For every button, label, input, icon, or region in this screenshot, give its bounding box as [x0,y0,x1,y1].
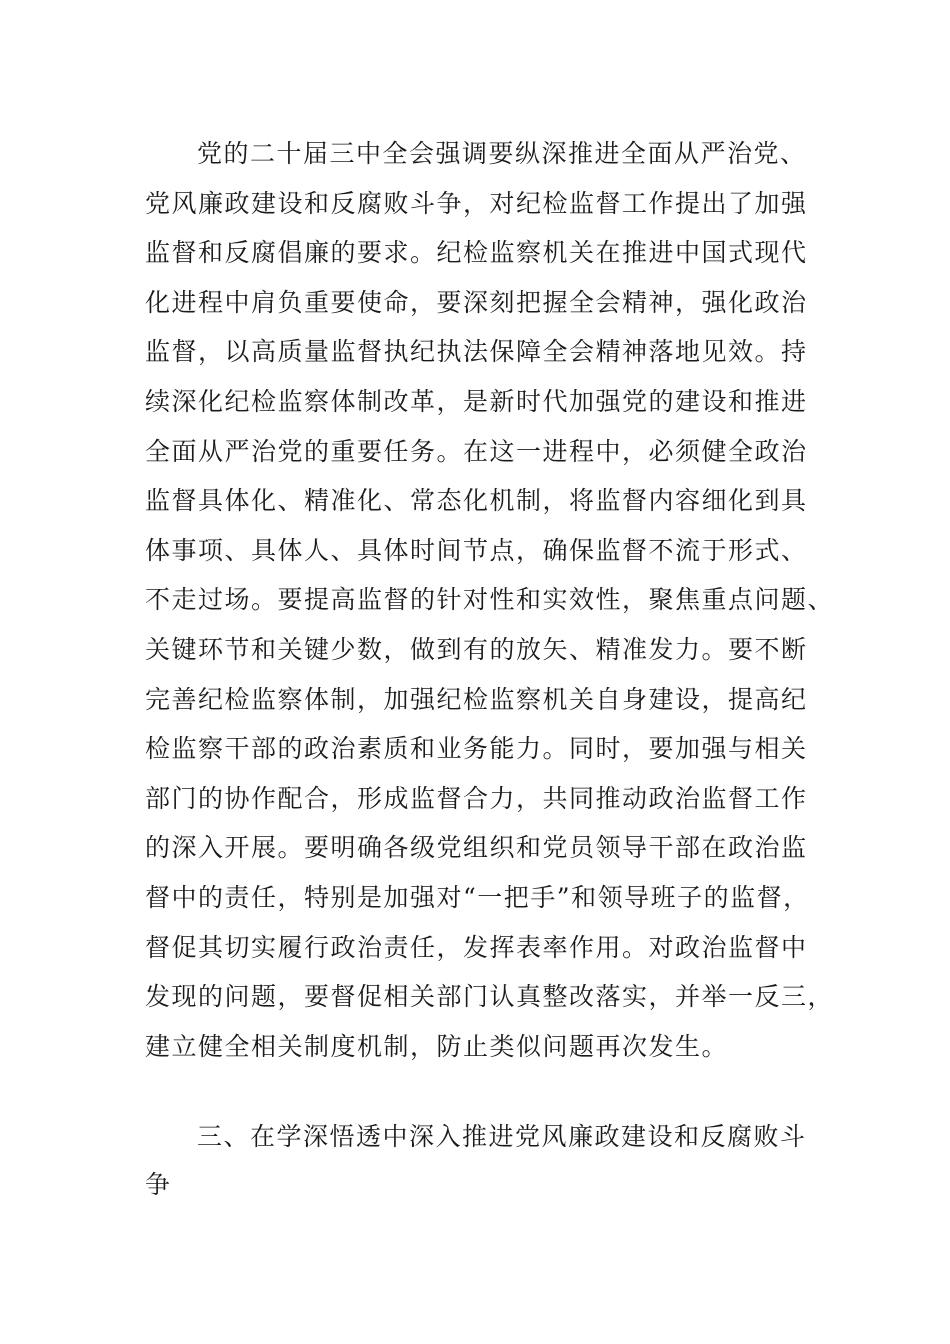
section-heading [145,1113,805,1209]
paragraph-line: 督促其切实履行政治责任，发挥表率作用。对政治监督中 [145,932,808,962]
paragraph-line: 续深化纪检监察体制改革，是新时代加强党的建设和推进 [145,386,808,416]
paragraph-line: 督中的责任，特别是加强对“一把手”和领导班子的监督， [145,882,810,912]
paragraph-line: 体事项、具体人、具体时间节点，确保监督不流于形式、 [145,535,808,565]
paragraph-line: 发现的问题，要督促相关部门认真整改落实，并举一反三， [145,982,835,1012]
paragraph-line: 监督具体化、精准化、常态化机制，将监督内容细化到具 [145,486,808,516]
heading-line: 争 [145,1170,172,1199]
paragraph-line: 不走过场。要提高监督的针对性和实效性，聚焦重点问题、 [145,585,835,615]
paragraph-line: 完善纪检监察体制，加强纪检监察机关自身建设，提高纪 [145,684,808,714]
paragraph-line: 化进程中肩负重要使命，要深刻把握全会精神，强化政治 [145,287,808,317]
body-paragraph [145,129,835,1071]
paragraph-line: 建立健全相关制度机制，防止类似问题再次发生。 [145,1031,729,1061]
paragraph-line: 党的二十届三中全会强调要纵深推进全面从严治党、 [197,139,807,168]
paragraph-line: 关键环节和关键少数，做到有的放矢、精准发力。要不断 [145,634,808,664]
paragraph-line: 检监察干部的政治素质和业务能力。同时，要加强与相关 [145,734,808,764]
heading-line: 三、在学深悟透中深入推进党风廉政建设和反腐败斗 [197,1122,807,1151]
paragraph-line: 监督和反腐倡廉的要求。纪检监察机关在推进中国式现代 [145,238,808,268]
paragraph-line: 全面从严治党的重要任务。在这一进程中，必须健全政治 [145,436,808,466]
paragraph-line: 部门的协作配合，形成监督合力，共同推动政治监督工作 [145,783,808,813]
paragraph-line: 党风廉政建设和反腐败斗争，对纪检监督工作提出了加强 [145,188,808,218]
paragraph-line: 监督，以高质量监督执纪执法保障全会精神落地见效。持 [145,337,808,367]
paragraph-line: 的深入开展。要明确各级党组织和党员领导干部在政治监 [145,833,808,863]
